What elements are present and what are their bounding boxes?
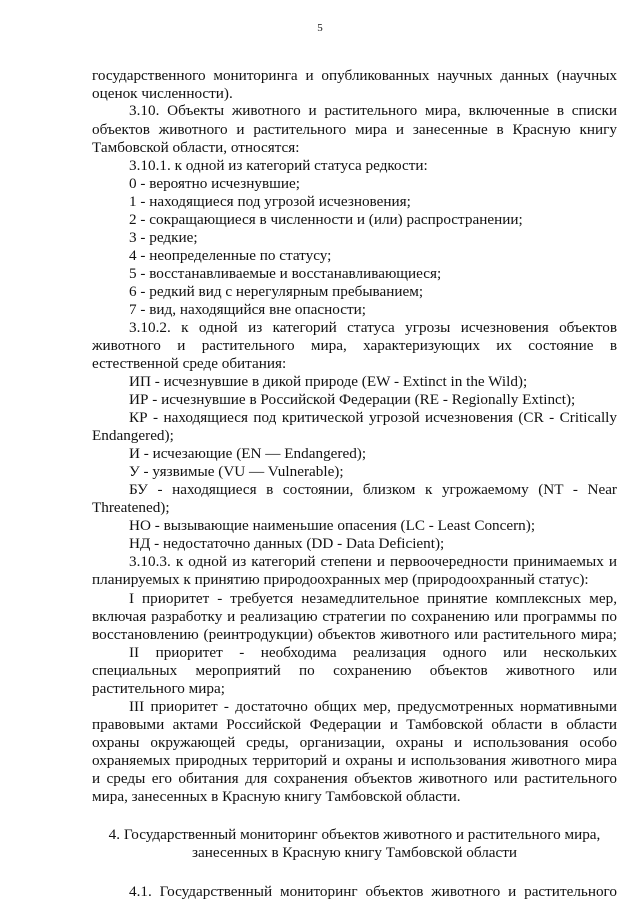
text-line: НО - вызывающие наименьшие опасения (LC - Least Concern);: [129, 517, 536, 534]
text-line: 6 - редкий вид с нерегулярным пребыванием;: [129, 283, 424, 300]
text-line: КР - находящиеся под критической угрозой исчезновения (CR - Critically: [129, 409, 617, 426]
section-heading-line-2: занесенных в Красную книгу Тамбовской области: [191, 844, 518, 861]
text-line: животного и растительного мира, характеризующих их состояние в: [92, 337, 617, 354]
text-line: 4 - неопределенные по статусу;: [129, 247, 332, 264]
text-line: естественной среде обитания:: [92, 355, 287, 372]
text-line: правовыми актами Российской Федерации и Тамбовской области в области: [92, 716, 617, 733]
text-line: и среды его обитания для сохранения объектов животного или растительного: [92, 770, 617, 787]
text-line: 7 - вид, находящийся вне опасности;: [129, 301, 366, 318]
text-line: 3.10.2. к одной из категорий статуса угрозы исчезновения объектов: [129, 319, 617, 336]
text-line: специальных мероприятий по сохранению объектов животного или: [92, 662, 617, 679]
text-line: 2 - сокращающиеся в численности и (или) распространении;: [129, 211, 523, 228]
text-line: Threatened);: [92, 499, 170, 516]
text-line: 3.10.3. к одной из категорий степени и первоочередности принимаемых и: [129, 553, 617, 570]
text-line: 3 - редкие;: [129, 229, 198, 246]
text-line: 3.10. Объекты животного и растительного мира, включенные в списки: [129, 102, 617, 119]
text-line: НД - недостаточно данных (DD - Data Deficient);: [129, 535, 445, 552]
text-line: БУ - находящиеся в состоянии, близком к угрожаемому (NT - Near: [129, 481, 617, 498]
text-line: охраняемых природных территорий и охраны и использования животного мира: [92, 752, 617, 769]
text-line: II приоритет - необходима реализация одного или нескольких: [129, 644, 617, 661]
text-line: 1 - находящиеся под угрозой исчезновения;: [129, 193, 411, 210]
text-line: 3.10.1. к одной из категорий статуса редкости:: [129, 157, 428, 174]
text-line: восстановлению (реинтродукции) объектов животного или растительного мира;: [92, 626, 617, 643]
text-line: охраны окружающей среды, организации, охраны и использования особо: [92, 734, 617, 751]
section-heading-line-1: 4. Государственный мониторинг объектов животного и растительного мира,: [108, 826, 601, 843]
page-number: 5: [317, 22, 323, 34]
text-line: включая разработку и реализацию стратегии по сохранению или программы по: [92, 608, 617, 625]
text-line: 0 - вероятно исчезнувшие;: [129, 175, 300, 192]
text-line: планируемых к принятию природоохранных мер (природоохранный статус):: [92, 571, 589, 588]
text-line: 5 - восстанавливаемые и восстанавливающиеся;: [129, 265, 442, 282]
text-line: III приоритет - достаточно общих мер, предусмотренных нормативными: [129, 698, 617, 715]
text-line: Тамбовской области, относятся:: [92, 139, 300, 156]
text-line: И - исчезающие (EN — Endangered);: [129, 445, 367, 462]
text-line: государственного мониторинга и опубликованных научных данных (научных: [92, 67, 617, 84]
paragraph-4-1-start: 4.1. Государственный мониторинг объектов животного и растительного: [129, 883, 617, 900]
text-line: I приоритет - требуется незамедлительное принятие комплексных мер,: [129, 590, 617, 607]
text-line: растительного мира;: [92, 680, 225, 697]
text-line: Endangered);: [92, 427, 174, 444]
text-line: ИП - исчезнувшие в дикой природе (EW - Extinct in the Wild);: [129, 373, 528, 390]
text-line: У - уязвимые (VU — Vulnerable);: [129, 463, 344, 480]
text-line: мира, занесенных в Красную книгу Тамбовской области.: [92, 788, 461, 805]
text-line: ИР - исчезнувшие в Российской Федерации (RE - Regionally Extinct);: [129, 391, 576, 408]
text-line: оценок численности).: [92, 85, 233, 102]
text-line: объектов животного и растительного мира и занесенные в Красную книгу: [92, 121, 617, 138]
